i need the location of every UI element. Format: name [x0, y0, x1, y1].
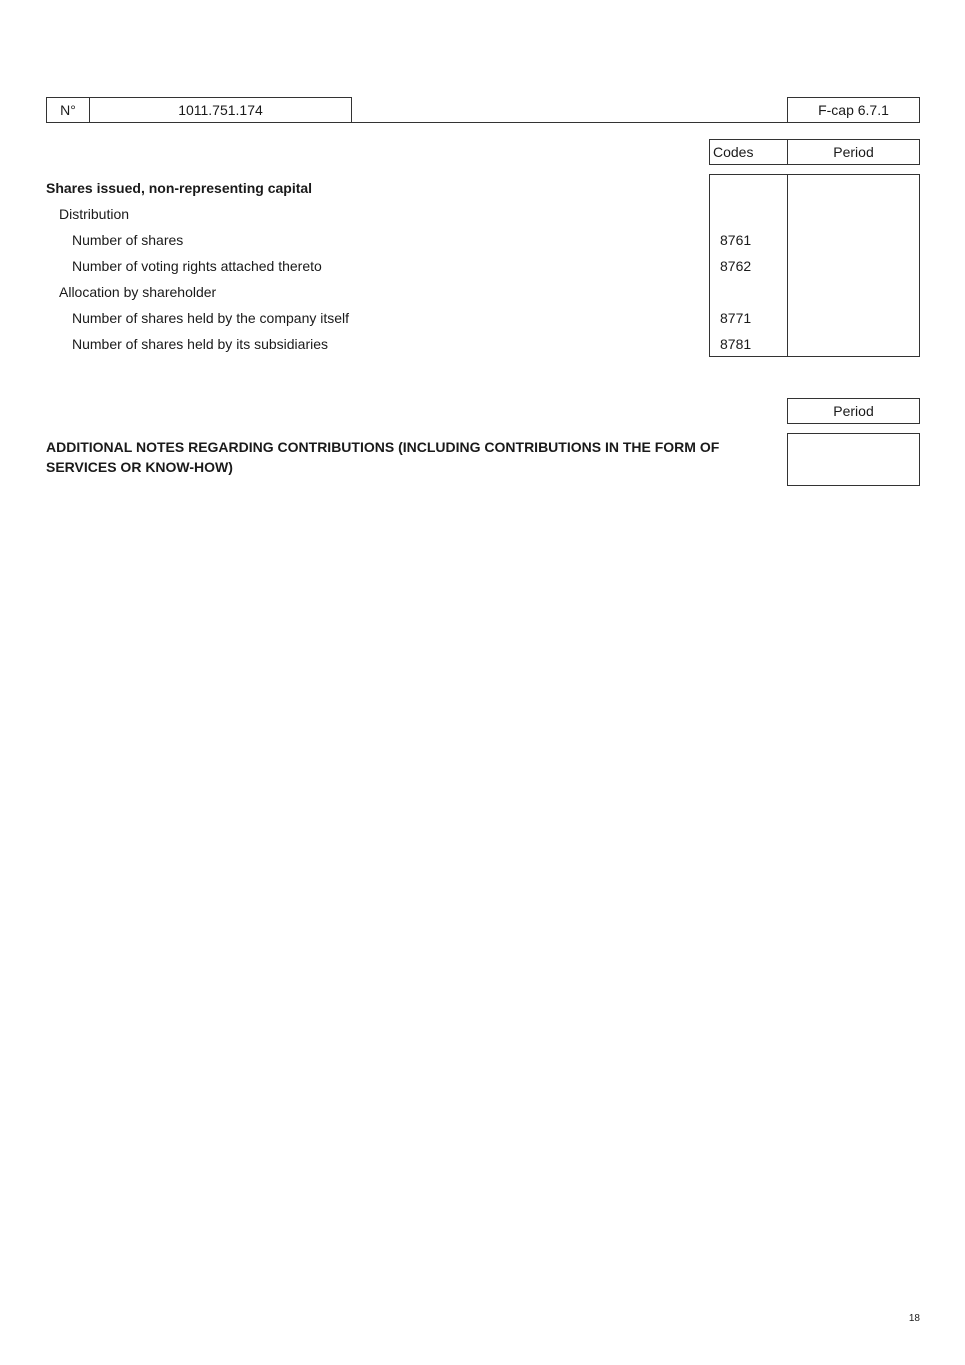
row-label-held-by-company: Number of shares held by the company itself	[72, 310, 350, 326]
row-label-allocation: Allocation by shareholder	[59, 284, 217, 300]
page-number: 18	[908, 1313, 920, 1324]
row-label-held-by-subsidiaries: Number of shares held by its subsidiaries	[72, 336, 329, 352]
section-title: Shares issued, non-representing capital	[46, 180, 313, 196]
row-label-distribution: Distribution	[59, 206, 130, 222]
row-code-8761: 8761	[720, 232, 752, 248]
table-column-divider	[787, 174, 788, 357]
number-label: N°	[46, 97, 90, 123]
notes-period-header: Period	[787, 398, 920, 424]
row-code-8781: 8781	[720, 336, 752, 352]
form-code: F-cap 6.7.1	[787, 97, 920, 123]
codes-column-header: Codes	[709, 139, 788, 165]
period-column-header: Period	[787, 139, 920, 165]
company-number: 1011.751.174	[89, 97, 352, 123]
row-label-number-of-shares: Number of shares	[72, 232, 184, 248]
notes-title: ADDITIONAL NOTES REGARDING CONTRIBUTIONS (INCLUDING CONTRIBUTIONS IN THE FORM OF SERVICES OR KNOW-HOW)	[46, 439, 720, 475]
row-label-voting-rights: Number of voting rights attached thereto	[72, 258, 322, 274]
notes-period-box	[787, 433, 920, 486]
row-code-8771: 8771	[720, 310, 752, 326]
row-code-8762: 8762	[720, 258, 752, 274]
header-rule	[351, 122, 788, 123]
